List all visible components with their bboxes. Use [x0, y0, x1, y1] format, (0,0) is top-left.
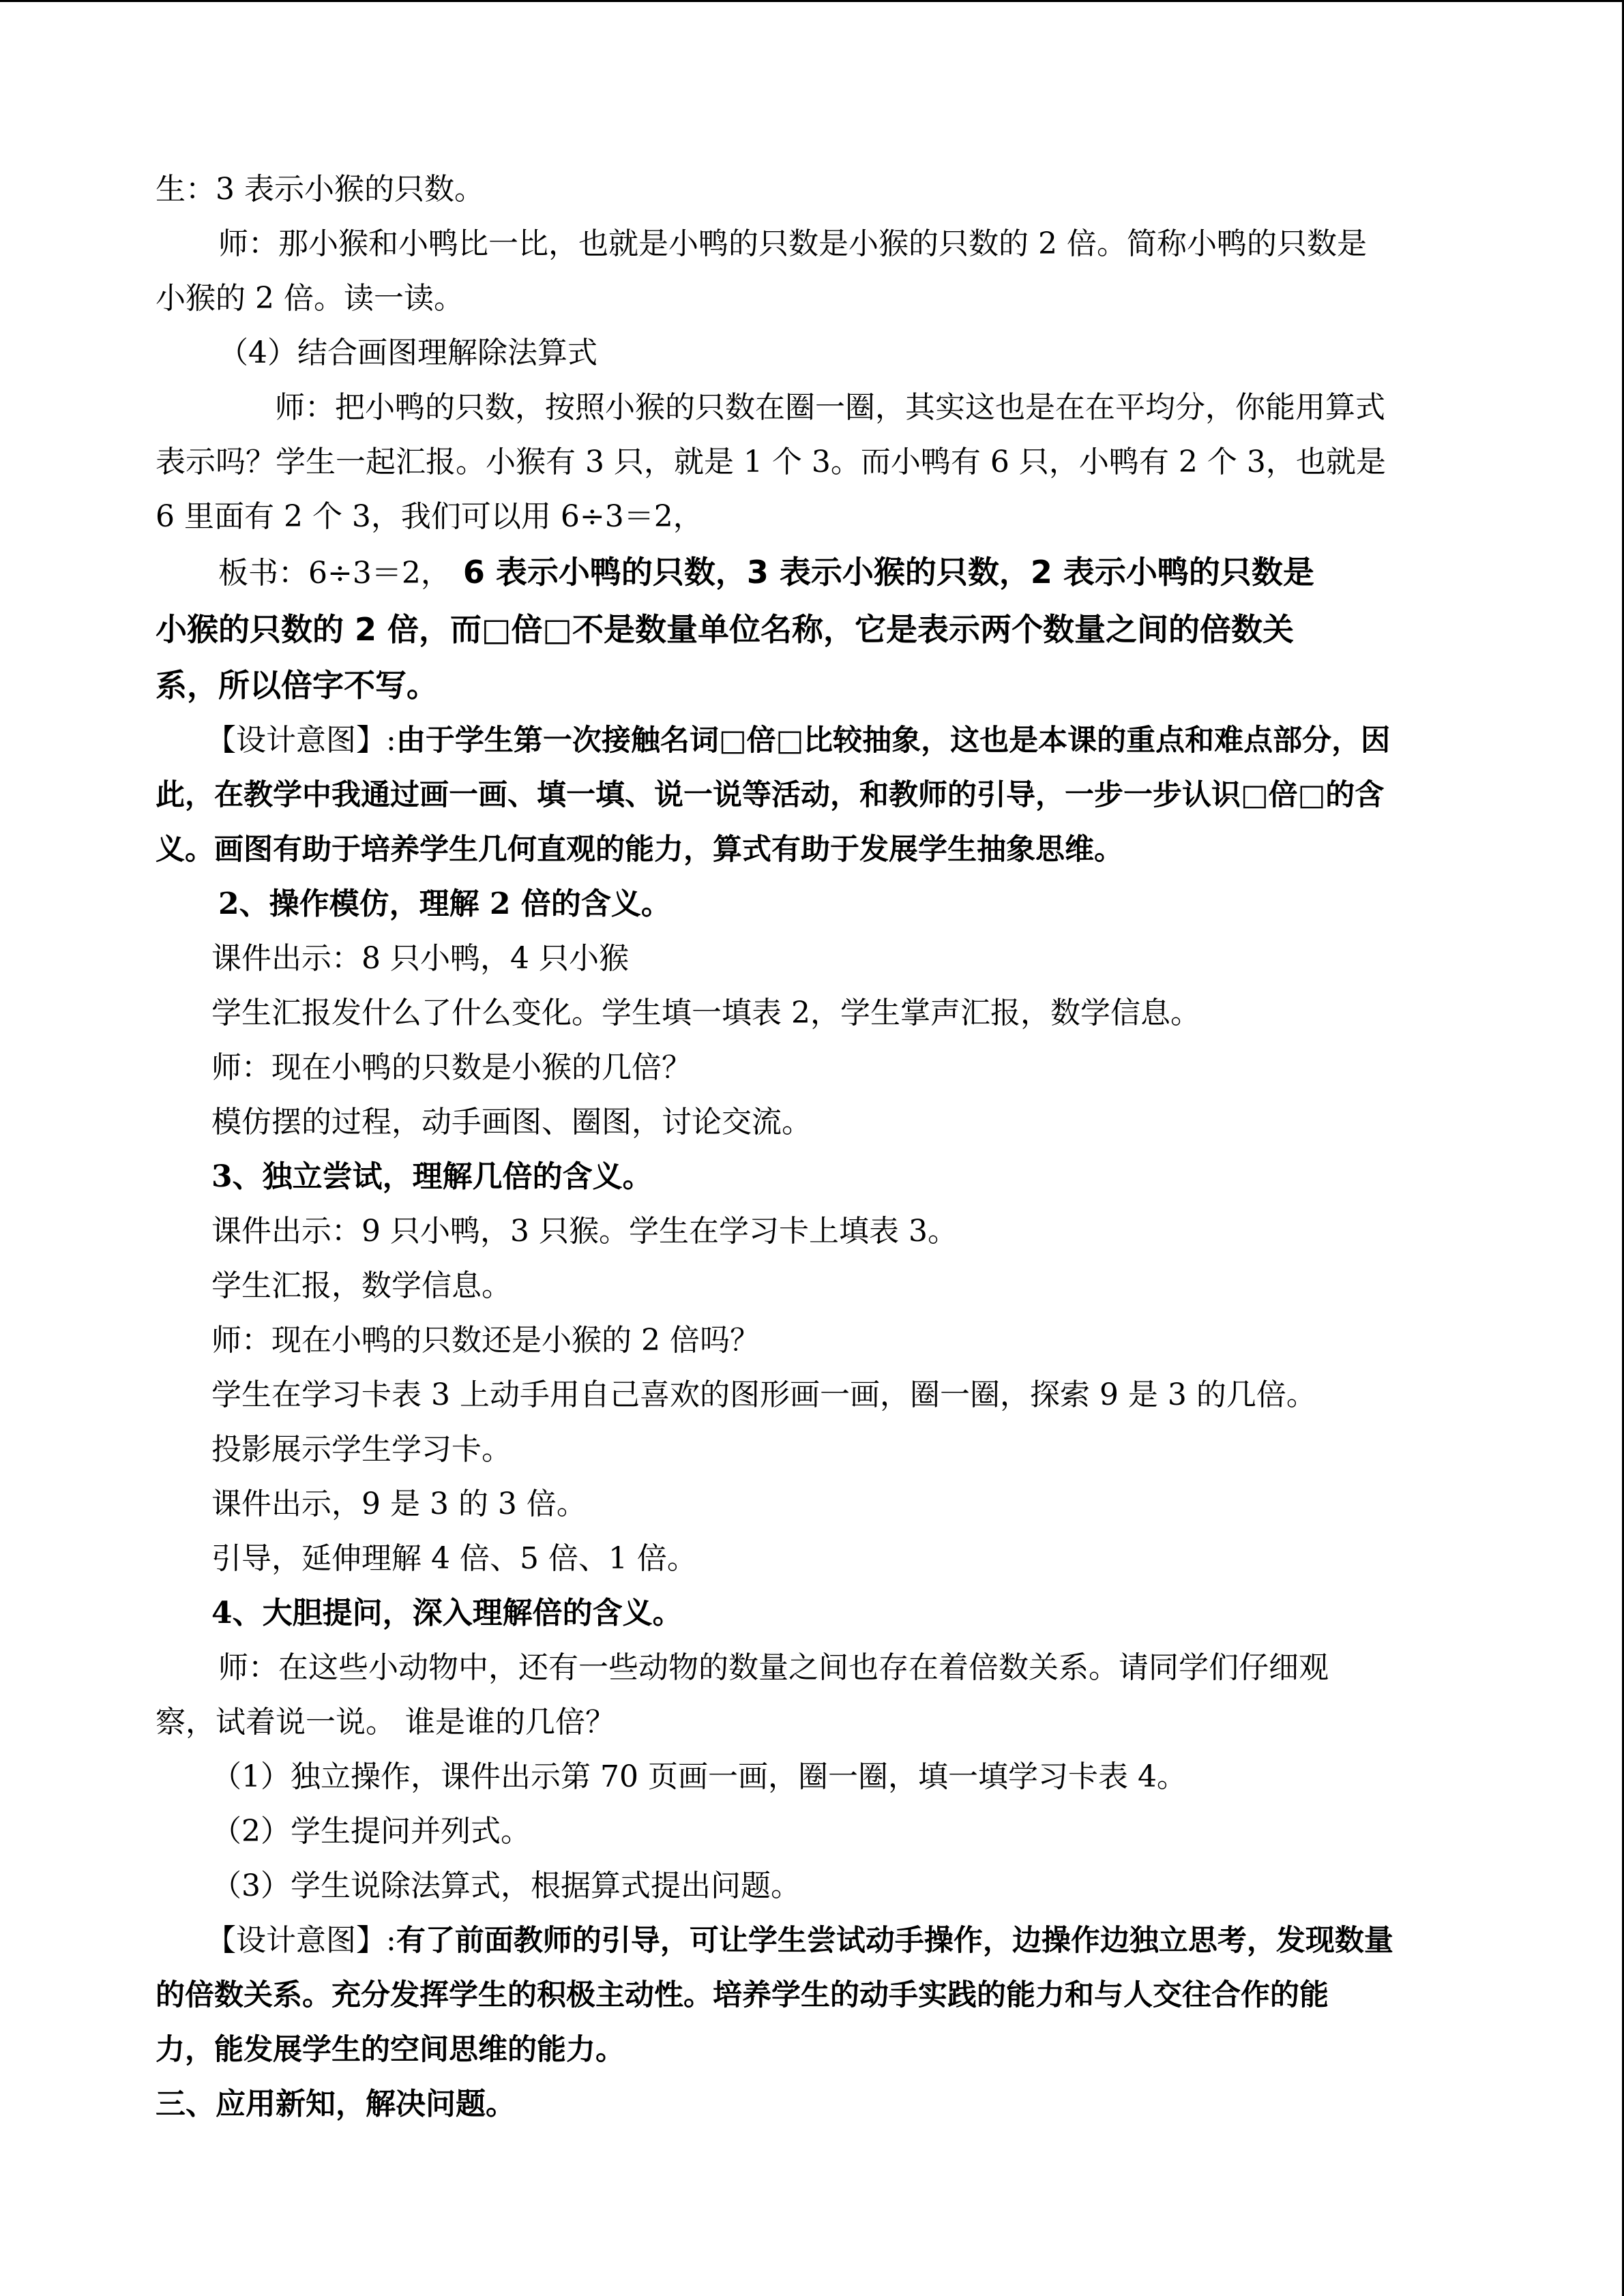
paragraph-line: 学生汇报，数学信息。: [211, 1268, 512, 1303]
page-top-border: [0, 0, 1624, 2]
paragraph-line: 师：在这些小动物中，还有一些动物的数量之间也存在着倍数关系。请同学们仔细观: [218, 1650, 1329, 1685]
paragraph-line: 义。画图有助于培养学生几何直观的能力，算式有助于发展学生抽象思维。: [156, 833, 1123, 867]
paragraph-line: 投影展示学生学习卡。: [211, 1432, 512, 1467]
design-intent-text: 有了前面教师的引导，可让学生尝试动手操作，边操作边独立思考，发现数量: [396, 1924, 1393, 1958]
paragraph-line: 系，所以倍字不写。: [156, 667, 438, 704]
paragraph-line: 此，在教学中我通过画一画、填一填、说一说等活动，和教师的引导，一步一步认识□倍□的含: [156, 778, 1385, 812]
design-intent-label: 【设计意图】:: [206, 1923, 396, 1958]
paragraph-line: 师：把小鸭的只数，按照小猴的只数在圈一圈，其实这也是在在平均分，你能用算式: [275, 390, 1385, 425]
design-intent-label: 【设计意图】:: [206, 723, 396, 758]
paragraph-line: （3）学生说除法算式，根据算式提出问题。: [211, 1868, 801, 1903]
design-intent-line: [156, 1913, 1468, 1968]
board-writing-label: 板书：6÷3＝2，: [218, 556, 451, 591]
paragraph-line: 师：现在小鸭的只数是小猴的几倍？: [211, 1050, 692, 1085]
paragraph-line: 模仿摆的过程，动手画图、圈图，讨论交流。: [211, 1105, 812, 1139]
section-heading: 3、独立尝试，理解几倍的含义。: [211, 1159, 653, 1194]
paragraph-line: 学生在学习卡表 3 上动手用自己喜欢的图形画一画，圈一圈，探索 9 是 3 的几倍。: [211, 1377, 1316, 1412]
paragraph-line: 课件出示，9 是 3 的 3 倍。: [211, 1487, 587, 1521]
paragraph-line: 力，能发展学生的空间思维的能力。: [156, 2033, 625, 2067]
section-heading: 4、大胆提问，深入理解倍的含义。: [211, 1596, 683, 1630]
section-heading: （4）结合画图理解除法算式: [218, 336, 597, 370]
paragraph-line: 的倍数关系。充分发挥学生的积极主动性。培养学生的动手实践的能力和与人交往合作的能: [156, 1978, 1329, 2012]
paragraph-line: 课件出示：8 只小鸭，4 只小猴: [211, 941, 629, 976]
design-intent-text: 由于学生第一次接触名词□倍□比较抽象，这也是本课的重点和难点部分，因: [396, 724, 1391, 758]
paragraph-line: （2）学生提问并列式。: [211, 1814, 531, 1849]
section-heading: 三、应用新知，解决问题。: [156, 2087, 516, 2121]
paragraph-line: 生：3 表示小猴的只数。: [156, 172, 484, 207]
paragraph-line: 6 里面有 2 个 3，我们可以用 6÷3＝2，: [156, 499, 703, 534]
paragraph-line: （1）独立操作，课件出示第 70 页画一画，圈一圈，填一填学习卡表 4。: [211, 1759, 1187, 1794]
paragraph-line: 师：那小猴和小鸭比一比，也就是小鸭的只数是小猴的只数的 2 倍。简称小鸭的只数是: [218, 226, 1367, 261]
paragraph-line: 察，试着说一说。 谁是谁的几倍？: [156, 1705, 615, 1740]
paragraph-line: 师：现在小鸭的只数还是小猴的 2 倍吗？: [211, 1323, 760, 1358]
paragraph-line: 小猴的 2 倍。读一读。: [156, 281, 464, 316]
section-heading: 2、操作模仿，理解 2 倍的含义。: [218, 886, 671, 921]
paragraph-line: 学生汇报发什么了什么变化。学生填一填表 2，学生掌声汇报，数学信息。: [211, 996, 1200, 1030]
board-writing-explanation: 6 表示小鸭的只数，3 表示小猴的只数，2 表示小鸭的只数是: [462, 554, 1314, 591]
document-page: [156, 162, 1468, 2132]
paragraph-line: 引导，延伸理解 4 倍、5 倍、1 倍。: [211, 1541, 697, 1576]
paragraph-line: 课件出示：9 只小鸭，3 只猴。学生在学习卡上填表 3。: [211, 1214, 958, 1249]
design-intent-line: [156, 713, 1468, 768]
board-writing-line: [156, 544, 1468, 601]
paragraph-line: 表示吗？学生一起汇报。小猴有 3 只，就是 1 个 3。而小鸭有 6 只，小鸭有 2 个 3，也就是: [156, 445, 1386, 479]
paragraph-line: 小猴的只数的 2 倍，而□倍□不是数量单位名称，它是表示两个数量之间的倍数关: [156, 611, 1294, 648]
